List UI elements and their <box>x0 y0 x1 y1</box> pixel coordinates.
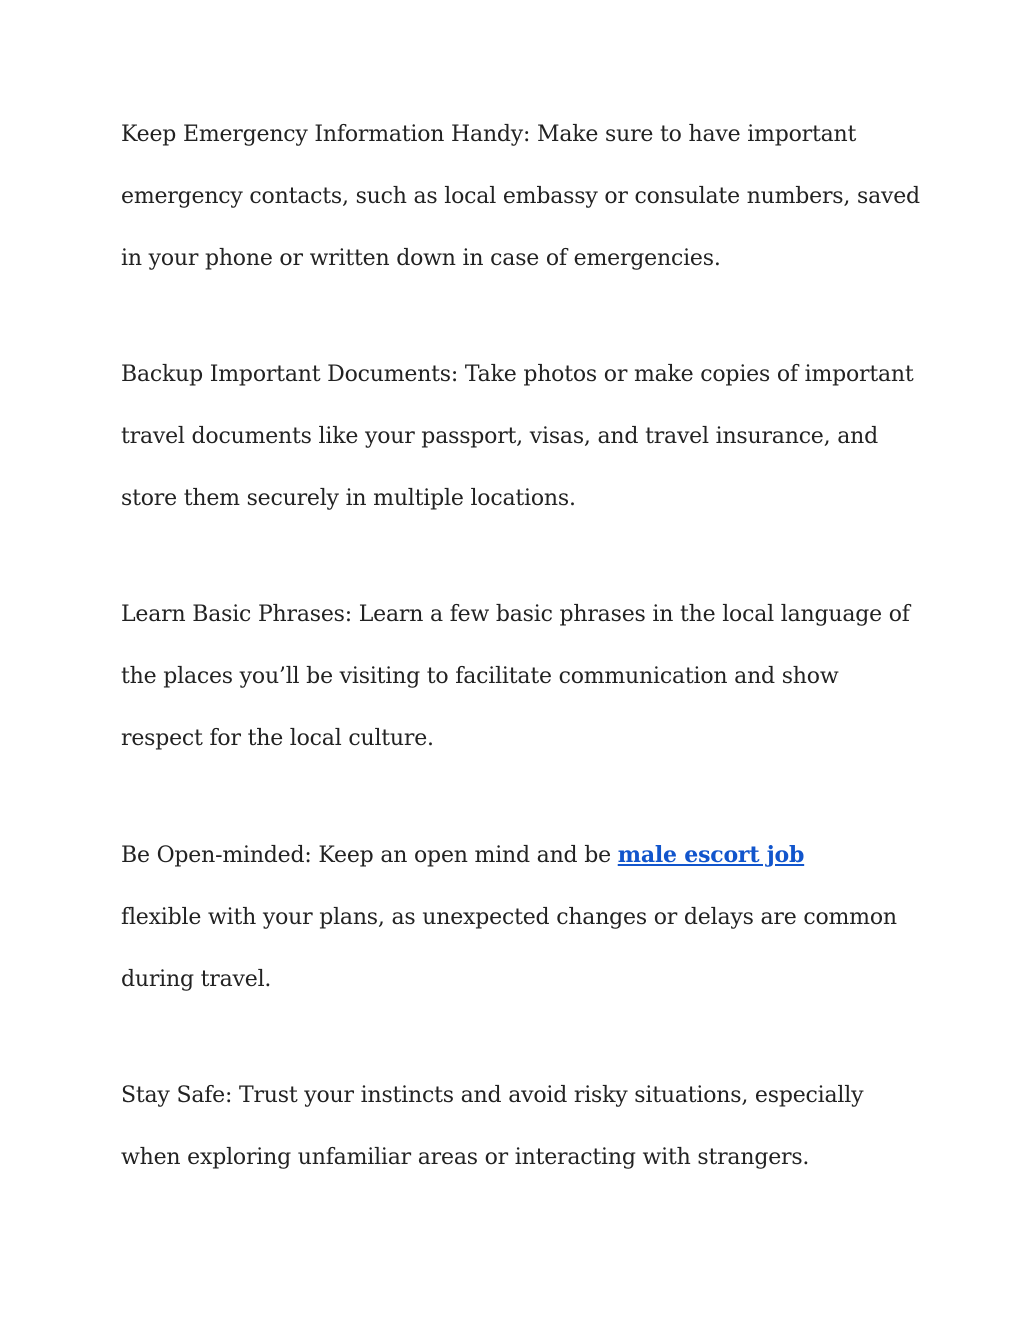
paragraph-open-minded <box>121 824 921 1011</box>
paragraph-backup-documents: Backup Important Documents: Take photos or make copies of important travel documents like your passport, visas, and travel insurance, and store them securely in multiple locations. <box>121 362 914 511</box>
paragraph-basic-phrases: Learn Basic Phrases: Learn a few basic phrases in the local language of the places you’ll be visiting to facilitate communication and show respect for the local culture. <box>121 602 910 751</box>
paragraph-emergency-info: Keep Emergency Information Handy: Make sure to have important emergency contacts, such as local embassy or consulate numbers, saved in your phone or written down in case of emergencies. <box>121 122 920 271</box>
paragraph-open-minded-text-after: flexible with your plans, as unexpected changes or delays are common during travel. <box>121 905 897 992</box>
paragraph-stay-safe: Stay Safe: Trust your instincts and avoid risky situations, especially when exploring unfamiliar areas or interacting with strangers. <box>121 1083 864 1170</box>
inline-link[interactable]: male escort job <box>617 842 805 868</box>
document-body <box>121 104 921 1189</box>
paragraph-open-minded-text-before: Be Open-minded: Keep an open mind and be <box>121 843 618 868</box>
